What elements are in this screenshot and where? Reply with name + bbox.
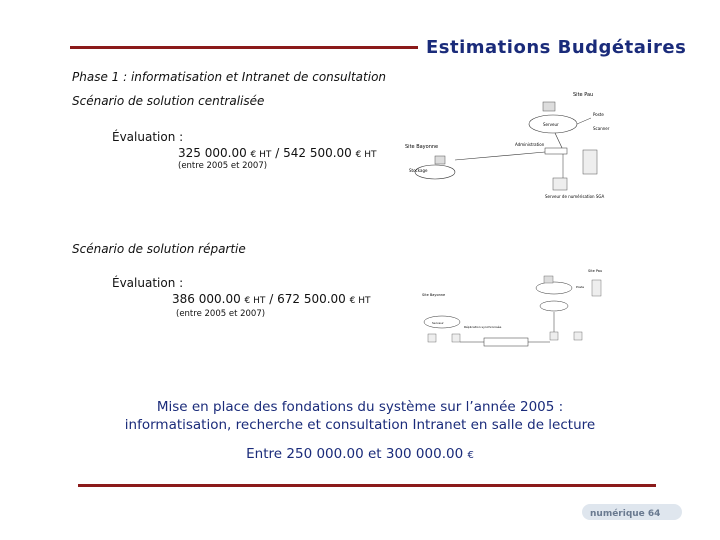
diagram2-pau-ws1-icon [550,332,558,340]
scenario1-note: (entre 2005 et 2007) [178,161,268,171]
diagram1-site-bayonne-label: Site Bayonne [405,144,439,150]
diagram1-link-box [545,148,567,154]
scenario1-heading: Scénario de solution centralisée [72,94,265,108]
scenario2-heading: Scénario de solution répartie [72,242,246,256]
bottom-rule [78,484,656,487]
diagram2-link-box [484,338,528,346]
budget-range-text: Entre 250 000.00 et 300 000.00 [246,446,464,462]
diagram2-rack-icon [592,280,601,296]
slide-subtitle: Phase 1 : informatisation et Intranet de consultation [72,70,387,84]
diagram1-rack-icon [583,150,597,174]
scenario1-eval-value [178,146,377,160]
diagram2-serveur-label: Serveur [432,321,444,325]
scenario2-value-a: 386 000.00 [172,292,241,306]
diagram1-workstation-icon [553,178,567,190]
scenario2-separator: / [269,292,274,306]
diagram2-site-pau-label: Site Pau [588,269,603,273]
slide-title: Estimations Budgétaires [426,37,687,58]
budget-range-unit: € [467,450,474,461]
scenario2-network-diagram [418,266,618,378]
diagram2-sync-label: Réplication synchronisée [464,325,502,329]
scenario2-note: (entre 2005 et 2007) [176,309,266,319]
scenario1-value-b: 542 500.00 [283,146,352,160]
scenario1-value-a: 325 000.00 [178,146,247,160]
scenario1-unit-a: € HT [250,150,272,160]
numerique64-logo [582,500,682,524]
phase-highlight-line1: Mise en place des fondations du système sur l’année 2005 : [156,399,564,415]
top-rule [70,46,418,49]
diagram1-stockage-label: Stockage [409,168,428,173]
scenario2-unit-b: € HT [349,296,371,306]
scenario2-unit-a: € HT [244,296,266,306]
diagram1-bayonne-server-icon [435,156,445,164]
diagram2-site-bayonne-label: Site Bayonne [422,293,446,297]
diagram2-pau-admin-ellipse [540,301,568,311]
scenario1-unit-b: € HT [355,150,377,160]
diagram2-pau-network-ellipse [536,282,572,294]
budget-range [70,446,650,462]
scenario1-eval-label: Évaluation : [112,130,184,144]
diagram1-serveur-num-label: Serveur de numérisation SGA [545,194,605,199]
diagram2-poste-label: Poste [576,285,585,289]
diagram2-pau-server-icon [544,276,553,283]
diagram2-pau-ws2-icon [574,332,582,340]
scenario2-value-b: 672 500.00 [277,292,346,306]
diagram2-bayonne-ws1-icon [428,334,436,342]
phase-highlight-line2: informatisation, recherche et consultation Intranet en salle de lecture [124,417,596,433]
diagram1-admin-label: Administration [515,142,545,147]
phase-highlight [70,398,650,434]
diagram1-site-pau-label: Site Pau [573,92,594,98]
diagram1-serveur-label: Serveur [543,122,559,127]
diagram1-poste-label: Poste [593,112,604,117]
diagram1-scanner-label: Scanner [593,126,610,131]
scenario1-separator: / [275,146,280,160]
diagram2-bayonne-ws2-icon [452,334,460,342]
scenario2-eval-label: Évaluation : [112,276,184,290]
logo-text: numérique 64 [590,509,661,519]
scenario2-eval-value [172,292,371,306]
diagram1-server-icon [543,102,555,111]
scenario1-network-diagram [395,88,625,238]
